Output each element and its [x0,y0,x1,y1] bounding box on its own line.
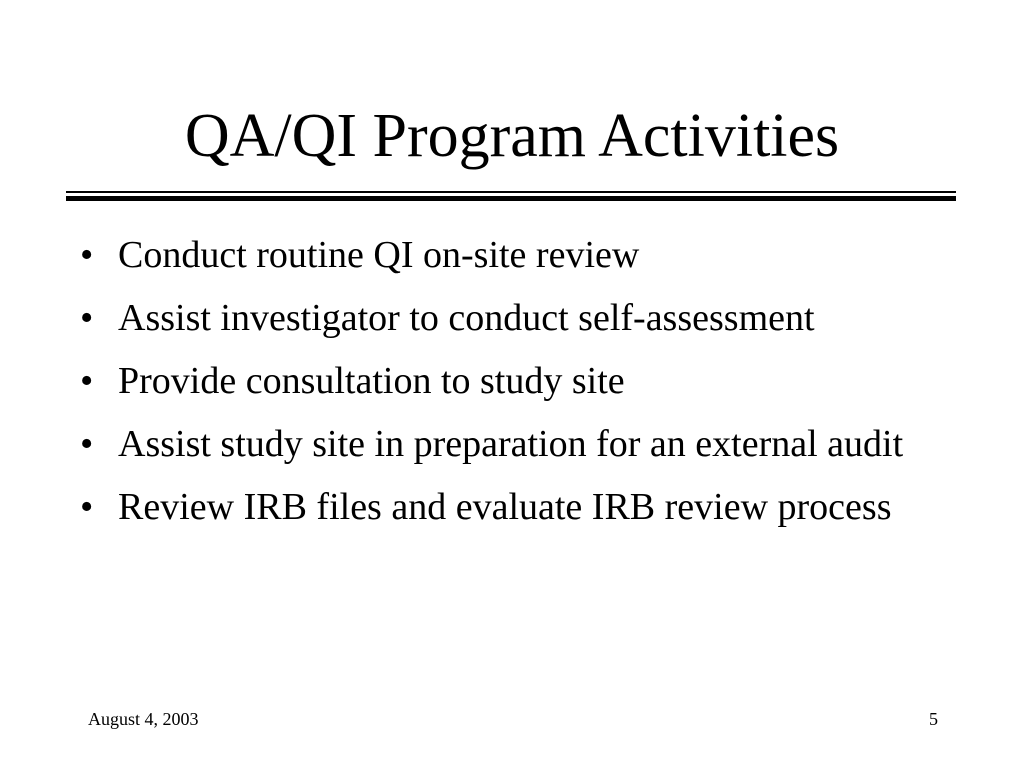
bullet-item [80,229,990,282]
footer-date: August 4, 2003 [88,709,199,729]
title-divider-thick [66,196,956,201]
bullet-text: Assist investigator to conduct self-assessment [118,297,815,339]
bullet-item [80,418,990,471]
bullet-icon: • [80,423,94,465]
bullet-list [80,229,990,544]
bullet-text: Provide consultation to study site [118,360,625,402]
title-divider-thin [66,191,956,193]
bullet-item [80,355,990,408]
bullet-icon: • [80,486,94,528]
bullet-text: Review IRB files and evaluate IRB review process [118,486,892,528]
bullet-icon: • [80,297,94,339]
bullet-text: Assist study site in preparation for an external audit [118,423,904,465]
slide-title: QA/QI Program Activities [184,102,840,170]
footer-page-number: 5 [929,709,938,729]
bullet-item [80,292,990,345]
bullet-item [80,481,990,534]
bullet-icon: • [80,360,94,402]
bullet-text: Conduct routine QI on-site review [118,234,640,276]
bullet-icon: • [80,234,94,276]
